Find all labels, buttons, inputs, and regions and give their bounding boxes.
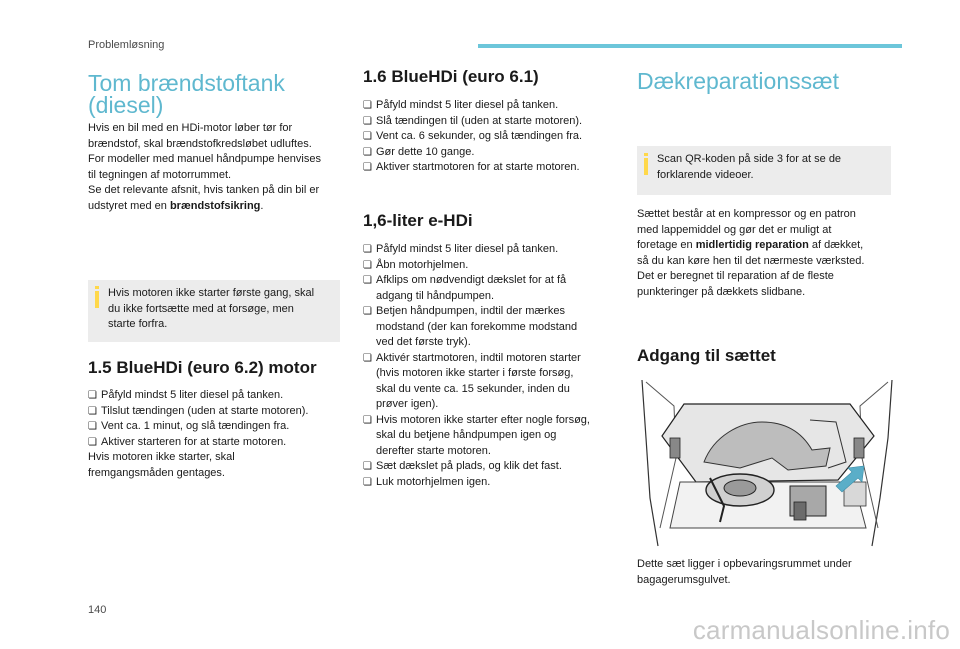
- list-item: [363, 145, 623, 161]
- info-text: [657, 152, 841, 183]
- intro-bold-term: brændstofsikring: [169, 199, 261, 212]
- step-line: Sæt dækslet på plads, og klik det fast.: [376, 460, 562, 472]
- step-line: skal du betjene håndpumpen igen og: [376, 429, 557, 441]
- square-bullet-icon: ❏: [363, 100, 372, 111]
- step-line: modstand (der kan forekomme modstand: [376, 320, 578, 333]
- list-item: [88, 435, 348, 451]
- body-line: med lappemiddel og gør det er muligt at: [637, 223, 832, 236]
- list-item: [363, 114, 623, 130]
- section-label: Problemløsning: [88, 39, 165, 51]
- square-bullet-icon: ❏: [363, 259, 372, 271]
- steps-list-6-2: [88, 388, 348, 450]
- list-item: [363, 98, 623, 114]
- title-line-2: (diesel): [88, 92, 164, 118]
- intro-line: For modeller med manuel håndpumpe henvises: [88, 153, 321, 165]
- list-item: [363, 351, 628, 413]
- step-text: Påfyld mindst 5 liter diesel på tanken.: [101, 389, 284, 401]
- square-bullet-icon: ❏: [363, 162, 372, 173]
- step-text: Tilslut tændingen (uden at starte motoren).: [101, 404, 309, 417]
- info-marker-icon: [95, 291, 99, 308]
- list-item: [363, 242, 628, 258]
- step-text: Aktiver startmotoren for at starte motoren.: [376, 161, 580, 173]
- caption-line: bagagerumsgulvet.: [637, 573, 731, 586]
- step-line: prøver igen).: [376, 398, 439, 410]
- kit-description: [637, 207, 897, 300]
- square-bullet-icon: ❏: [88, 405, 97, 417]
- steps-list-e-hdi: [363, 242, 628, 490]
- list-item: [363, 160, 623, 176]
- step-line: derefter starte motoren.: [376, 444, 491, 457]
- body-text: af dækket,: [808, 239, 864, 251]
- square-bullet-icon: ❏: [363, 275, 372, 286]
- intro-line: til tegningen af motorrummet.: [88, 168, 232, 181]
- info-line: starte forfra.: [108, 318, 168, 330]
- step-line: adgang til håndpumpen.: [376, 289, 495, 302]
- info-line: Scan QR-koden på side 3 for at se de: [657, 153, 842, 165]
- square-bullet-icon: ❏: [363, 414, 372, 426]
- outro-line: fremgangsmåden gentages.: [88, 466, 225, 479]
- intro-line: brændstof, skal brændstofkredsløbet udluftes.: [88, 137, 312, 150]
- watermark: carmanualsonline.info: [692, 615, 950, 645]
- step-text: Aktiver starteren for at starte motoren.: [101, 435, 287, 448]
- intro-text: .: [260, 199, 264, 212]
- list-item: [363, 304, 628, 351]
- body-line: punkteringer på dækkets slidbane.: [637, 285, 806, 298]
- square-bullet-icon: ❏: [363, 352, 372, 364]
- step-line: Påfyld mindst 5 liter diesel på tanken.: [376, 243, 559, 255]
- list-item: [363, 258, 628, 274]
- square-bullet-icon: ❏: [363, 115, 372, 127]
- step-line: (hvis motoren ikke starter i første forsøg,: [376, 367, 574, 379]
- body-line: Det er beregnet til reparation af de fleste: [637, 270, 834, 282]
- outro-paragraph: [88, 450, 235, 481]
- intro-line: Hvis en bil med en HDi-motor løber tør for: [88, 122, 293, 134]
- heading-e-hdi: 1,6-liter e-HDi: [363, 211, 473, 230]
- list-item: [363, 273, 628, 304]
- heading-bluehdi-6-2: 1.5 BlueHDi (euro 6.2) motor: [88, 358, 317, 377]
- intro-text: udstyret med en: [88, 199, 170, 212]
- info-box-restart: [88, 280, 340, 342]
- step-text: Slå tændingen til (uden at starte motoren).: [376, 114, 583, 127]
- floor-hook: [670, 438, 680, 458]
- step-line: Luk motorhjelmen igen.: [376, 475, 491, 488]
- square-bullet-icon: ❏: [363, 461, 372, 472]
- info-line: forklarende videoer.: [657, 168, 754, 181]
- info-text: [108, 286, 314, 333]
- step-line: Hvis motoren ikke starter efter nogle forsøg,: [376, 413, 590, 426]
- heading-access-kit: Adgang til sættet: [637, 346, 776, 365]
- step-line: skal du vente ca. 15 sekunder, inden du: [376, 382, 570, 395]
- list-item: [363, 459, 628, 475]
- body-line: [637, 238, 897, 254]
- step-text: Vent ca. 1 minut, og slå tændingen fra.: [101, 420, 290, 432]
- illustration-caption: [637, 557, 897, 588]
- list-item: [363, 475, 628, 491]
- repair-kit-cartridge: [794, 502, 806, 520]
- step-line: Aktivér startmotoren, indtil motoren starter: [376, 351, 581, 364]
- steps-list-6-1: [363, 98, 623, 176]
- intro-line: Se det relevante afsnit, hvis tanken på din bil er: [88, 184, 320, 196]
- step-line: Åbn motorhjelmen.: [376, 258, 469, 271]
- list-item: [88, 388, 348, 404]
- square-bullet-icon: ❏: [363, 476, 372, 488]
- body-line: så du kan køre hen til det nærmeste værksted.: [637, 254, 865, 267]
- list-item: [88, 419, 348, 435]
- step-text: Påfyld mindst 5 liter diesel på tanken.: [376, 99, 559, 111]
- square-bullet-icon: ❏: [88, 421, 97, 432]
- square-bullet-icon: ❏: [363, 131, 372, 142]
- list-item: [363, 129, 623, 145]
- boot-compartment-illustration: [640, 378, 894, 548]
- step-text: Vent ca. 6 sekunder, og slå tændingen fra.: [376, 130, 583, 142]
- square-bullet-icon: ❏: [88, 436, 97, 448]
- info-marker-icon: [644, 158, 648, 175]
- title-empty-tank: [88, 72, 285, 116]
- step-text: Gør dette 10 gange.: [376, 145, 475, 158]
- outro-line: Hvis motoren ikke starter, skal: [88, 451, 235, 463]
- list-item: [363, 413, 628, 460]
- list-item: [88, 404, 348, 420]
- intro-line: [88, 199, 348, 215]
- body-line: Sættet består at en kompressor og en patron: [637, 208, 856, 220]
- floor-hook: [854, 438, 864, 458]
- spare-wheel-hub: [724, 480, 756, 496]
- intro-paragraph: [88, 121, 348, 214]
- title-line-1: Tom brændstoftank: [88, 70, 285, 96]
- page-number: 140: [88, 604, 107, 616]
- info-line: Hvis motoren ikke starter første gang, skal: [108, 287, 315, 299]
- info-line: du ikke fortsætte med at forsøge, men: [108, 302, 294, 315]
- info-box-qr: [637, 146, 891, 195]
- caption-line: Dette sæt ligger i opbevaringsrummet under: [637, 558, 852, 570]
- heading-bluehdi-6-1: 1.6 BlueHDi (euro 6.1): [363, 67, 539, 86]
- header-accent-bar: [478, 44, 902, 48]
- body-bold-term: midlertidig reparation: [695, 239, 809, 251]
- square-bullet-icon: ❏: [88, 390, 97, 401]
- title-repair-kit: Dækreparationssæt: [637, 68, 839, 94]
- square-bullet-icon: ❏: [363, 146, 372, 158]
- step-line: Betjen håndpumpen, indtil der mærkes: [376, 305, 565, 317]
- step-line: Afklips om nødvendigt dækslet for at få: [376, 274, 567, 286]
- square-bullet-icon: ❏: [363, 244, 372, 255]
- step-line: ved det første tryk).: [376, 336, 471, 348]
- body-text: foretage en: [637, 239, 696, 251]
- square-bullet-icon: ❏: [363, 306, 372, 317]
